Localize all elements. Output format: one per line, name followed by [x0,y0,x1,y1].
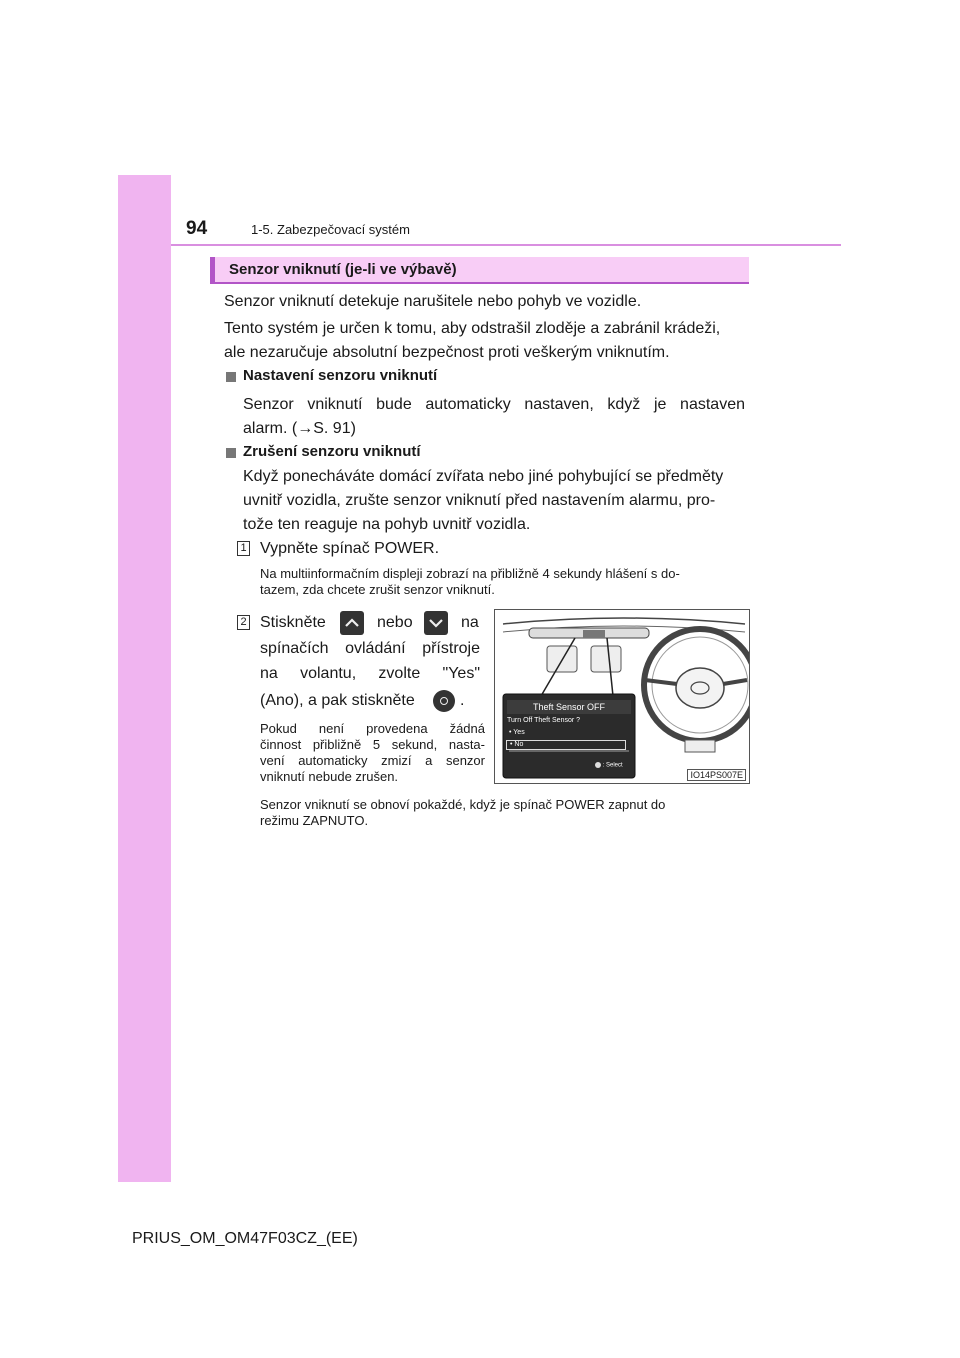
select-hint-text: : Select [602,762,623,769]
side-tab [118,175,171,1182]
step2-word-on: na [461,614,479,631]
disclaimer-line-1: Tento systém je určen k tomu, aby odstrašil zloděje a zabránil krádeži, [224,320,721,337]
option-yes: • Yes [509,729,525,736]
header-rule [171,244,841,246]
dashboard-illustration [494,609,750,784]
step2-line-2: spínačích ovládání přístroje [260,640,480,657]
step-number-1: 1 [237,541,250,556]
ok-round-button-icon [433,690,455,712]
step2-word-press: Stiskněte [260,614,326,631]
section-header [210,257,749,284]
step2-line-4: (Ano), a pak stiskněte [260,692,415,709]
screen-title: Theft Sensor OFF [532,702,606,712]
step2-period: . [460,692,465,709]
heading-cancel: Zrušení senzoru vniknutí [243,443,421,460]
step2-note-line-4: vniknutí nebude zrušen. [260,769,399,784]
cancel-line-1: Když ponecháváte domácí zvířata nebo jiné pohybující se předměty [243,468,724,485]
footer-code: PRIUS_OM_OM47F03CZ_(EE) [132,1230,358,1247]
select-button-icon [595,762,601,768]
cancel-line-3: tože ten reaguje na pohyb uvnitř vozidla. [243,516,531,533]
arrow-down-button-icon [424,611,448,635]
section-title: Senzor vniknutí (je-li ve výbavě) [229,261,457,278]
page-number: 94 [186,218,208,239]
step2-line-3: na volantu, zvolte "Yes" [260,665,480,682]
setting-line-1: Senzor vniknutí bude automaticky nastaven, když je nastaven [243,396,745,413]
step1-note-line-2: tazem, zda chcete zrušit senzor vniknutí. [260,582,495,597]
option-no: • No [506,740,626,750]
step2-word-or: nebo [377,614,413,631]
dashboard-drawing [495,610,750,784]
heading-setting: Nastavení senzoru vniknutí [243,367,438,384]
arrow-up-button-icon [340,611,364,635]
bullet-square-icon [226,372,236,382]
step1-note-line-1: Na multiinformačním displeji zobrazí na přibližně 4 sekundy hlášení s do- [260,566,680,581]
step2-note-line-1: Pokud není provedena žádná [260,721,485,736]
select-hint [595,762,623,769]
chapter-title: 1-5. Zabezpečovací systém [251,222,410,237]
screen-question: Turn Off Theft Sensor ? [507,717,581,724]
bullet-square-icon [226,448,236,458]
cancel-line-2: uvnitř vozidla, zrušte senzor vniknutí před nastavením alarmu, pro- [243,492,716,509]
step-number-2: 2 [237,615,250,630]
intro-paragraph: Senzor vniknutí detekuje narušitele nebo pohyb ve vozidle. [224,293,642,310]
step2-note-line-2: činnost přibližně 5 sekund, nasta- [260,737,485,752]
final-note-line-1: Senzor vniknutí se obnoví pokaždé, když je spínač POWER zapnut do [260,797,666,812]
final-note-line-2: režimu ZAPNUTO. [260,813,369,828]
disclaimer-line-2: ale nezaručuje absolutní bezpečnost proti veškerým vniknutím. [224,344,670,361]
setting-line-2: alarm. (→S. 91) [243,420,356,437]
illustration-code: IO14PS007E [687,769,746,781]
step1-text: Vypněte spínač POWER. [260,540,440,557]
step2-note-line-3: vení automaticky zmizí a senzor [260,753,485,768]
